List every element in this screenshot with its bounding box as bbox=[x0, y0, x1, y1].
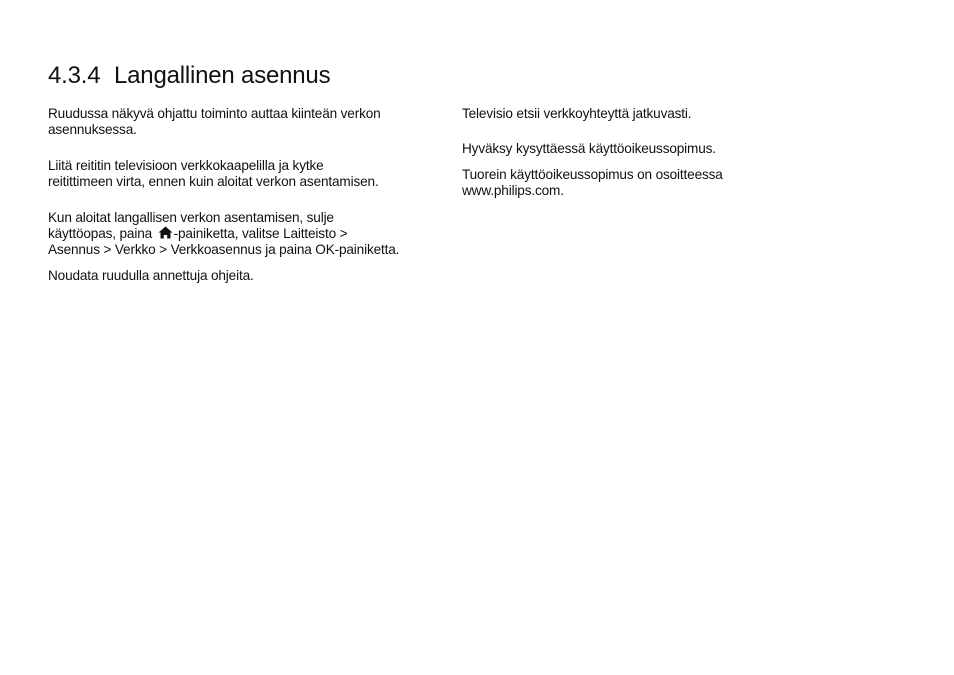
paragraph-follow-instructions: Noudata ruudulla annettuja ohjeita. bbox=[48, 267, 254, 283]
section-number: 4.3.4 bbox=[48, 62, 101, 89]
left-column bbox=[48, 106, 438, 284]
text-line: -painiketta, valitse Laitteisto > bbox=[173, 226, 348, 242]
section-heading bbox=[48, 62, 330, 90]
text-line: asennuksessa. bbox=[48, 122, 137, 138]
text-line: Kun aloitat langallisen verkon asentamisen, sulje bbox=[48, 209, 334, 225]
text-line: www.philips.com. bbox=[462, 183, 564, 199]
paragraph-intro bbox=[48, 106, 438, 139]
paragraph-connect-router bbox=[48, 158, 438, 191]
right-column bbox=[462, 106, 782, 200]
text-line: Ruudussa näkyvä ohjattu toiminto auttaa kiinteän verkon bbox=[48, 106, 381, 121]
text-line: käyttöopas, paina bbox=[48, 226, 156, 242]
text-line: Asennus > Verkko > Verkkoasennus ja paina OK-painiketta. bbox=[48, 242, 400, 258]
section-title: Langallinen asennus bbox=[114, 62, 331, 89]
home-icon bbox=[158, 226, 173, 239]
paragraph-search: Televisio etsii verkkoyhteyttä jatkuvasti. bbox=[462, 106, 692, 121]
paragraph-license-url bbox=[462, 167, 782, 200]
paragraph-start-install bbox=[48, 210, 438, 259]
text-line: Liitä reititin televisioon verkkokaapelilla ja kytke bbox=[48, 157, 324, 173]
paragraph-accept-license: Hyväksy kysyttäessä käyttöoikeussopimus. bbox=[462, 141, 716, 157]
text-line: Tuorein käyttöoikeussopimus on osoitteessa bbox=[462, 166, 723, 182]
text-line: reitittimeen virta, ennen kuin aloitat verkon asentamisen. bbox=[48, 174, 379, 190]
